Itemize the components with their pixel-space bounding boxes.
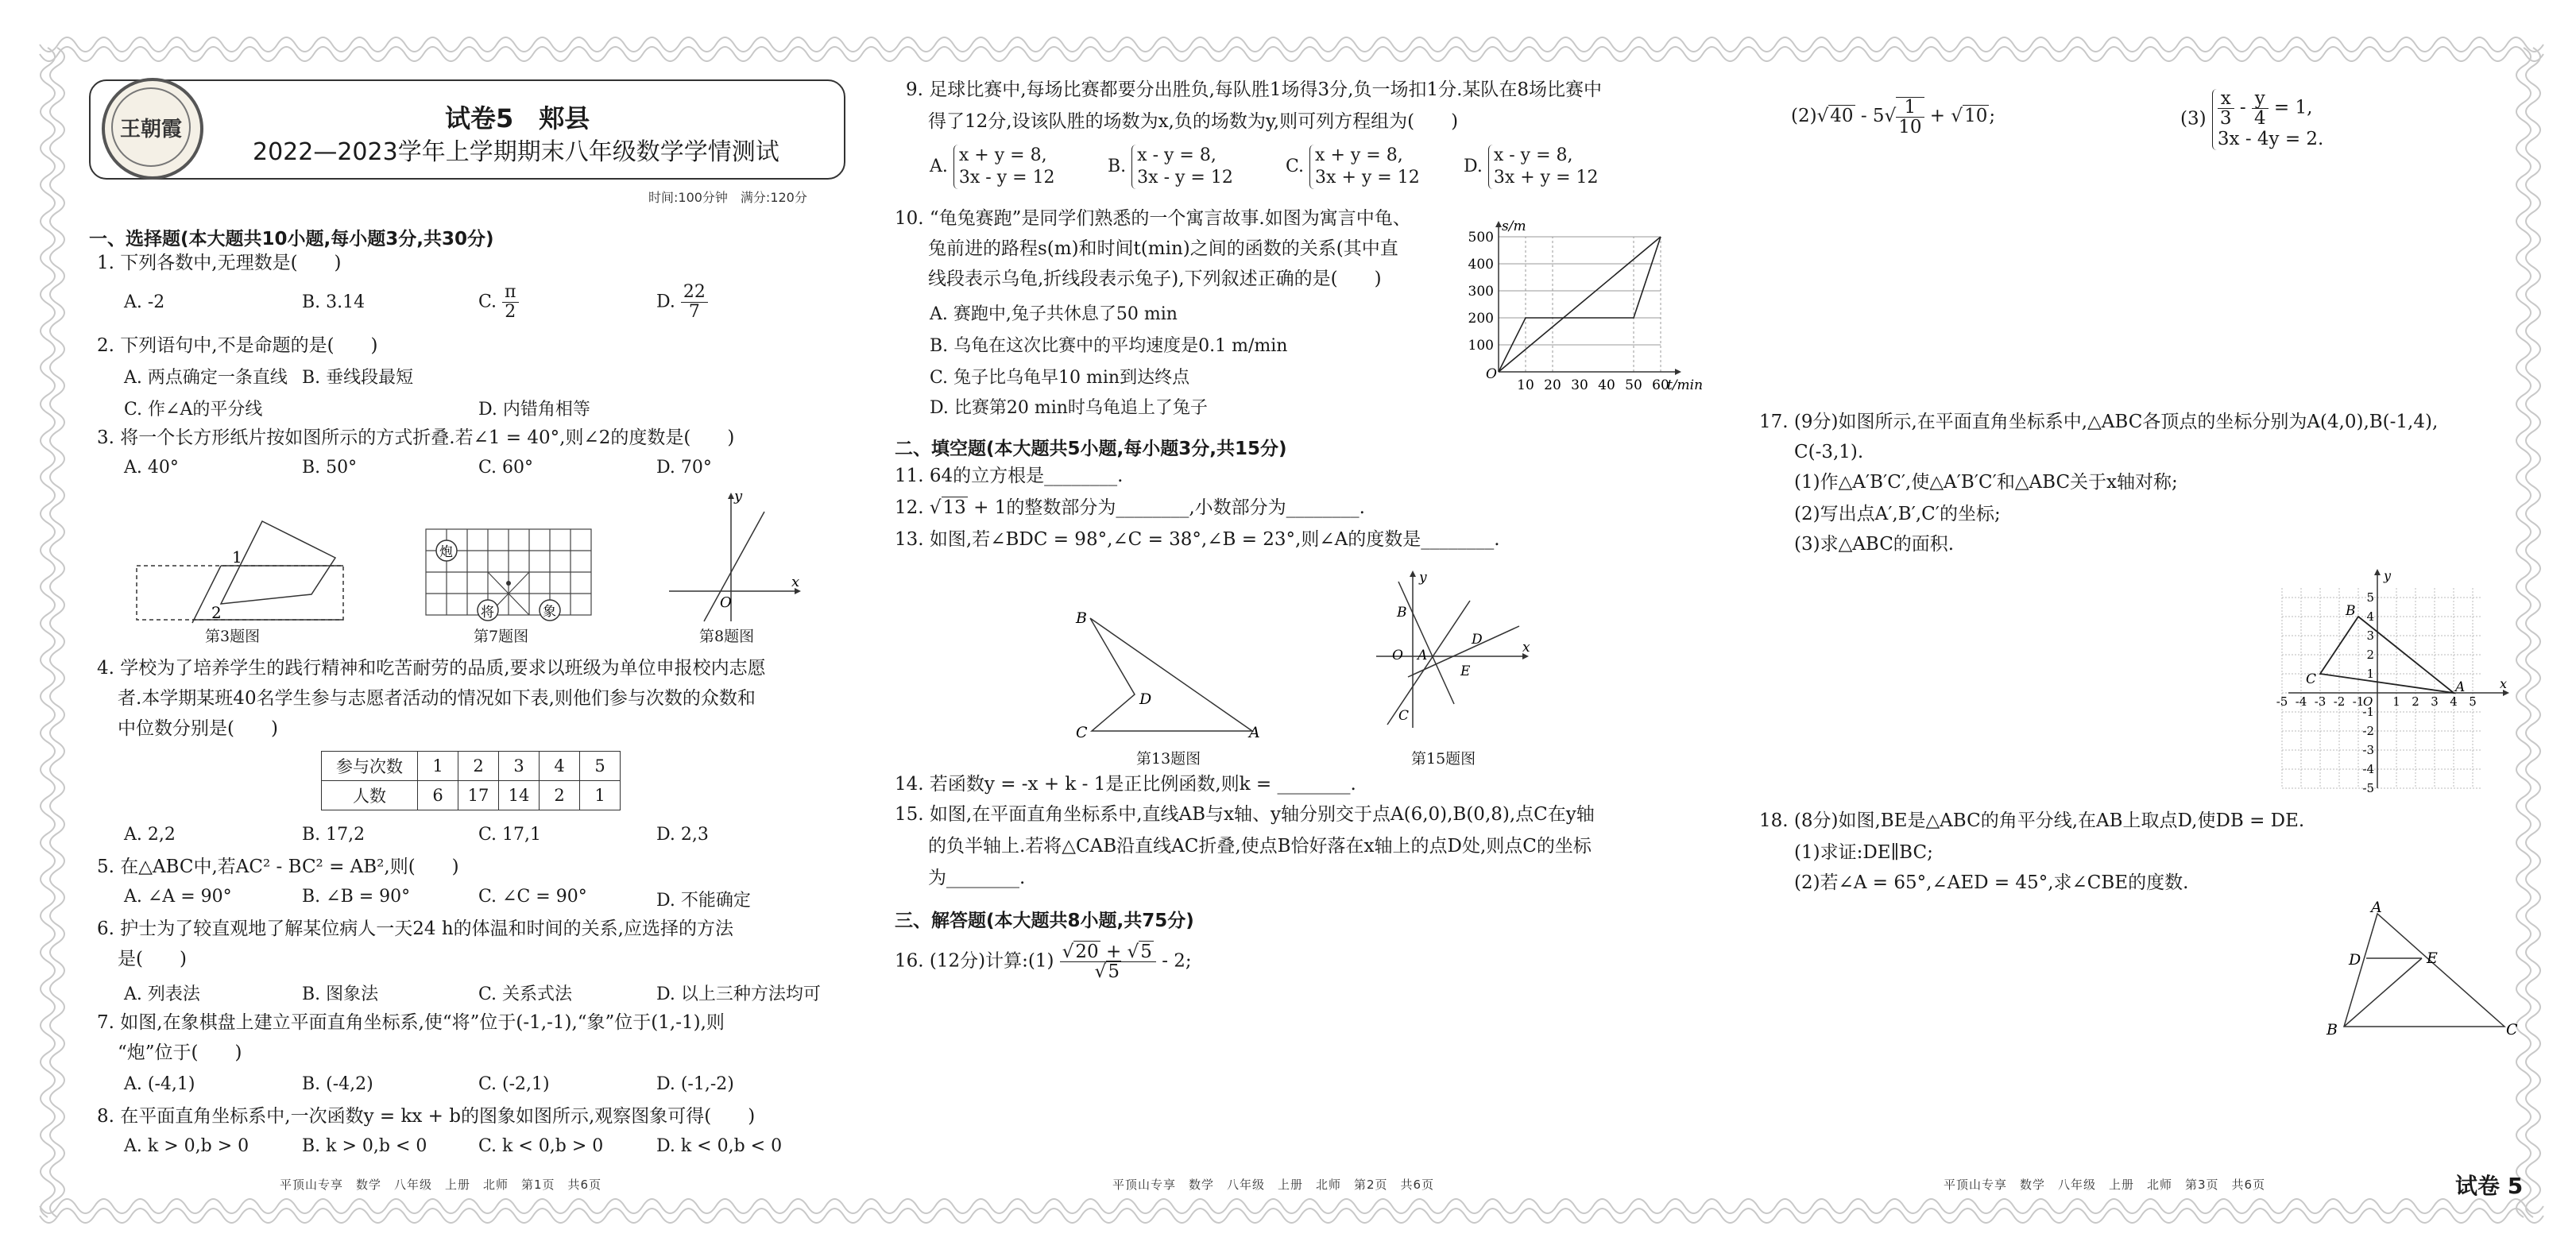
f17-ytick: -1 xyxy=(2362,705,2374,719)
q16-p2-fd: 10 xyxy=(1898,117,1922,137)
q15-line1: 15. 如图,在平面直角坐标系中,直线AB与x轴、y轴分别交于点A(6,0),B(0,8),点C在y轴 xyxy=(895,804,1595,825)
q1-c-den: 2 xyxy=(505,302,516,322)
q4-frequency-table xyxy=(321,751,621,810)
q9-a-eq1: x + y = 8, xyxy=(958,145,1047,165)
q2-opt-a: A. 两点确定一条直线 xyxy=(124,368,288,388)
f18-E: E xyxy=(2427,950,2438,967)
q16-p2-rad1: 40 xyxy=(1830,106,1854,126)
section-choice: 一、选择题(本大题共10小题,每小题3分,共30分) xyxy=(89,229,494,249)
q4-opt-c: C. 17,1 xyxy=(478,825,542,845)
q7-line2: “炮”位于( ) xyxy=(118,1042,242,1063)
q11: 11. 64的立方根是________. xyxy=(895,466,1124,486)
time-score: 时间:100分钟 满分:120分 xyxy=(648,190,807,205)
f18-C: C xyxy=(2506,1021,2518,1038)
q1-opt-a: A. -2 xyxy=(124,292,165,312)
q6-line2: 是( ) xyxy=(118,949,187,969)
q2-stem: 2. 下列语句中,不是命题的是( ) xyxy=(97,335,378,356)
q3-opt-c: C. 60° xyxy=(478,458,534,478)
q16-p3-yn: y xyxy=(2252,89,2269,109)
f7-jiang: 将 xyxy=(481,605,494,621)
f3-angle2: 2 xyxy=(211,603,222,622)
q9-line2: 得了12分,设该队胜的场数为x,负的场数为y,则可列方程组为( ) xyxy=(928,111,1459,132)
q1-opt-c xyxy=(478,283,519,322)
q9-d-system xyxy=(1488,145,1599,189)
q16-num-plus: + xyxy=(1100,942,1127,962)
table-row xyxy=(322,781,621,810)
q16-p3-end: = 1, xyxy=(2268,97,2313,118)
q18-line3: (2)若∠A = 65°,∠AED = 45°,求∠CBE的度数. xyxy=(1794,872,2189,893)
fig-q15-axes xyxy=(1371,569,1530,736)
q9-a-label: A. xyxy=(930,157,948,176)
f17-xtick: 1 xyxy=(2392,694,2400,709)
q1-stem: 1. 下列各数中,无理数是( ) xyxy=(97,253,342,273)
fig7-caption: 第7题图 xyxy=(474,628,529,645)
q15-line3: 为________. xyxy=(928,868,1026,888)
q9-a-eq2: 3x - y = 12 xyxy=(958,168,1055,188)
q6-opt-d: D. 以上三种方法均可 xyxy=(656,984,821,1004)
q18-line1: 18. (8分)如图,BE是△ABC的角平分线,在AB上取点D,使DB = DE. xyxy=(1759,810,2305,831)
q16-p3-xd: 3 xyxy=(2219,108,2232,129)
q9-d-eq1: x - y = 8, xyxy=(1493,145,1573,165)
q1-d-frac xyxy=(681,283,708,322)
footer-page1: 平顶山专享 数学 八年级 上册 北师 第1页 共6页 xyxy=(280,1178,602,1192)
q7-opt-a: A. (-4,1) xyxy=(124,1074,195,1094)
q16-p3-yd: 4 xyxy=(2253,108,2266,129)
q10-ytick-500: 500 xyxy=(1468,230,1494,246)
q17-line1: 17. (9分)如图所示,在平面直角坐标系中,△ABC各顶点的坐标分别为A(4,0),B(-1,4), xyxy=(1759,412,2439,432)
q10-opt-d: D. 比赛第20 min时乌龟追上了兔子 xyxy=(930,398,1208,418)
q6-opt-b: B. 图象法 xyxy=(302,984,379,1004)
q9-b-label: B. xyxy=(1108,157,1127,176)
f17-xtick: -4 xyxy=(2295,694,2307,709)
q10-ytick-200: 200 xyxy=(1468,311,1494,327)
f17-xtick: -2 xyxy=(2333,694,2346,709)
q5-opt-b: B. ∠B = 90° xyxy=(302,887,411,907)
q16-p2-minus: - 5 xyxy=(1855,106,1885,126)
q15-line2: 的负半轴上.若将△CAB沿直线AC折叠,使点B恰好落在x轴上的点D处,则点C的坐标 xyxy=(928,836,1592,857)
fig-q8-line-graph xyxy=(664,488,807,625)
q2-opt-c: C. 作∠A的平分线 xyxy=(124,400,263,420)
q9-opt-a xyxy=(930,145,1055,189)
f17-ytick: -4 xyxy=(2362,762,2374,776)
q9-a-system xyxy=(953,145,1055,189)
q1-d-num: 22 xyxy=(681,283,708,303)
q16-p3-xfrac xyxy=(2218,89,2234,128)
f17-xtick: -1 xyxy=(2352,694,2365,709)
f13-C: C xyxy=(1076,724,1088,741)
q6-opt-a: A. 列表法 xyxy=(124,984,200,1004)
table-cell: 1 xyxy=(580,781,621,810)
section-fill: 二、填空题(本大题共5小题,每小题3分,共15分) xyxy=(895,439,1287,459)
f17-xtick: -5 xyxy=(2276,694,2288,709)
table-cell: 4 xyxy=(540,752,580,781)
q16-frac xyxy=(1060,942,1156,981)
f7-pao: 炮 xyxy=(439,544,453,560)
q9-b-system xyxy=(1131,145,1233,189)
q9-c-label: C. xyxy=(1286,157,1305,176)
table-cell: 参与次数 xyxy=(322,752,418,781)
q16-p3-minus: - xyxy=(2234,97,2252,118)
f18-D: D xyxy=(2349,951,2361,969)
f17-xtick: 3 xyxy=(2431,694,2439,709)
q9-opt-c xyxy=(1286,145,1420,189)
q1-c-label: C. xyxy=(478,292,497,312)
q16-p2-plus: + xyxy=(1924,106,1951,126)
q10-ytick-400: 400 xyxy=(1468,257,1494,273)
f15-D: D xyxy=(1472,632,1483,648)
f17-ytick: 5 xyxy=(2366,590,2374,605)
q8-opt-a: A. k > 0,b > 0 xyxy=(124,1136,249,1156)
q16-p3-label: (3) xyxy=(2180,108,2207,130)
footer-page2: 平顶山专享 数学 八年级 上册 北师 第2页 共6页 xyxy=(1112,1178,1435,1192)
q10-xtick-10: 10 xyxy=(1517,377,1534,393)
table-cell: 2 xyxy=(458,752,499,781)
f17-C: C xyxy=(2306,671,2317,687)
q9-opt-b xyxy=(1108,145,1233,189)
q16-post: - 2; xyxy=(1155,950,1192,972)
f18-B: B xyxy=(2327,1021,2338,1038)
q16-p3-eq1 xyxy=(2218,89,2323,128)
q4-opt-a: A. 2,2 xyxy=(124,825,176,845)
q7-opt-c: C. (-2,1) xyxy=(478,1074,550,1094)
f13-A: A xyxy=(1249,724,1260,741)
f17-B: B xyxy=(2346,603,2356,619)
fig15-caption: 第15题图 xyxy=(1411,750,1476,768)
q4-line3: 中位数分别是( ) xyxy=(118,718,278,739)
f17-ytick: -3 xyxy=(2362,743,2374,757)
q4-opt-b: B. 17,2 xyxy=(302,825,366,845)
f8-y: y xyxy=(734,488,743,505)
q16-p2-label: (2) xyxy=(1791,106,1817,126)
q8-opt-d: D. k < 0,b < 0 xyxy=(656,1136,783,1156)
q10-opt-b: B. 乌龟在这次比赛中的平均速度是0.1 m/min xyxy=(930,336,1288,356)
q1-d-den: 7 xyxy=(688,302,700,322)
q10-distance-time-chart xyxy=(1459,219,1713,396)
q17-line3: (1)作△A′B′C′,使△A′B′C′和△ABC关于x轴对称; xyxy=(1794,472,2178,493)
q4-opt-d: D. 2,3 xyxy=(656,825,709,845)
paper-title: 试卷5 郏县 xyxy=(445,103,590,133)
q8-opt-c: C. k < 0,b > 0 xyxy=(478,1136,604,1156)
q16-p2-frac xyxy=(1896,97,1924,137)
q2-opt-b: B. 垂线段最短 xyxy=(302,368,414,388)
q8-stem: 8. 在平面直角坐标系中,一次函数y = kx + b的图象如图所示,观察图象可得( ) xyxy=(97,1106,756,1127)
f17-y: y xyxy=(2384,568,2392,583)
q17-line4: (2)写出点A′,B′,C′的坐标; xyxy=(1794,504,2001,524)
q16-part3 xyxy=(2180,89,2323,150)
f15-A: A xyxy=(1418,648,1428,663)
f15-x: x xyxy=(1522,640,1530,656)
q7-opt-b: B. (-4,2) xyxy=(302,1074,373,1094)
fig-q3-folded-paper xyxy=(127,499,373,626)
f17-xtick: 2 xyxy=(2412,694,2419,709)
f17-ytick: -5 xyxy=(2362,781,2374,795)
q16-p2-end: ; xyxy=(1989,106,1996,126)
section-solve: 三、解答题(本大题共8小题,共75分) xyxy=(895,911,1194,931)
q5-stem: 5. 在△ABC中,若AC² - BC² = AB²,则( ) xyxy=(97,857,459,877)
q16-part2: (2)√40 - 5√ $\frac{1}{10}$ + √10; xyxy=(1791,97,1996,137)
q3-opt-b: B. 50° xyxy=(302,458,358,478)
table-cell: 2 xyxy=(540,781,580,810)
q16-num-rad1: 20 xyxy=(1075,942,1099,962)
f3-angle1: 1 xyxy=(232,547,242,567)
q10-xlabel: t/min xyxy=(1667,377,1704,393)
paper-subtitle: 2022—2023学年上学期期末八年级数学学情测试 xyxy=(253,138,779,166)
q14: 14. 若函数y = -x + k - 1是正比例函数,则k = ________. xyxy=(895,774,1356,795)
table-cell: 6 xyxy=(418,781,458,810)
fig-q13-triangle xyxy=(1073,602,1271,745)
f7-xiang: 象 xyxy=(543,604,556,620)
table-cell: 3 xyxy=(499,752,540,781)
f17-xtick: 4 xyxy=(2450,694,2458,709)
f18-A: A xyxy=(2371,899,2382,916)
fig3-caption: 第3题图 xyxy=(205,628,261,645)
f17-xtick: 5 xyxy=(2469,694,2477,709)
table-cell: 人数 xyxy=(322,781,418,810)
q4-line2: 者.本学期某班40名学生参与志愿者活动的情况如下表,则他们参与次数的众数和 xyxy=(118,688,756,709)
q9-opt-d xyxy=(1464,145,1599,189)
f8-origin: O xyxy=(720,594,732,611)
q13: 13. 如图,若∠BDC = 98°,∠C = 38°,∠B = 23°,则∠A的度数是________. xyxy=(895,529,1500,550)
fig-q18-triangle xyxy=(2320,898,2527,1041)
table-cell: 14 xyxy=(499,781,540,810)
q9-b-eq2: 3x - y = 12 xyxy=(1137,168,1233,188)
q10-origin: O xyxy=(1486,366,1497,382)
f15-O: O xyxy=(1392,648,1403,663)
q10-xtick-50: 50 xyxy=(1625,377,1642,393)
publisher-logo xyxy=(102,78,203,180)
q4-line1: 4. 学校为了培养学生的践行精神和吃苦耐劳的品质,要求以班级为单位申报校内志愿 xyxy=(97,658,766,679)
f17-x: x xyxy=(2500,676,2508,691)
q16-p3-eq2: 3x - 4y = 2. xyxy=(2217,129,2324,149)
q16-num: √20 + √5 xyxy=(1060,942,1156,962)
table-cell: 1 xyxy=(418,752,458,781)
table-cell: 5 xyxy=(580,752,621,781)
q10-opt-c: C. 兔子比乌龟早10 min到达终点 xyxy=(930,368,1190,388)
logo-text: 王朝霞 xyxy=(111,87,191,167)
q3-opt-d: D. 70° xyxy=(656,458,712,478)
q12-pre: 12. xyxy=(895,497,930,518)
f17-ytick: 1 xyxy=(2366,667,2374,681)
q10-ylabel: s/m xyxy=(1502,219,1526,234)
q1-c-frac xyxy=(502,283,518,322)
q18-line2: (1)求证:DE∥BC; xyxy=(1794,842,1933,863)
q10-xtick-20: 20 xyxy=(1544,377,1561,393)
f15-B: B xyxy=(1397,605,1407,621)
f13-D: D xyxy=(1139,690,1152,708)
q3-opt-a: A. 40° xyxy=(124,458,179,478)
q6-line1: 6. 护士为了较直观地了解某位病人一天24 h的体温和时间的关系,应选择的方法 xyxy=(97,919,733,939)
f17-A: A xyxy=(2455,679,2466,695)
q9-b-eq1: x - y = 8, xyxy=(1137,145,1216,165)
q16-den-rad: 5 xyxy=(1108,961,1120,982)
q7-opt-d: D. (-1,-2) xyxy=(656,1074,734,1094)
q16-den: √5 xyxy=(1094,961,1120,982)
q9-c-system xyxy=(1309,145,1420,189)
q16-p3-xn: x xyxy=(2218,89,2234,109)
q10-line3: 线段表示乌龟,折线段表示兔子),下列叙述正确的是( ) xyxy=(928,269,1382,289)
fig8-caption: 第8题图 xyxy=(699,628,755,645)
q16-p2-fn: 1 xyxy=(1896,98,1924,118)
q17-line5: (3)求△ABC的面积. xyxy=(1794,534,1955,555)
f15-E: E xyxy=(1460,663,1471,679)
f17-ytick: -2 xyxy=(2362,724,2374,738)
q1-opt-d xyxy=(656,283,708,322)
q10-xtick-40: 40 xyxy=(1598,377,1615,393)
f17-O: O xyxy=(2363,694,2373,709)
f17-ytick: 3 xyxy=(2366,628,2374,643)
f15-y: y xyxy=(1419,570,1427,586)
q9-c-eq1: x + y = 8, xyxy=(1315,145,1403,165)
q9-d-label: D. xyxy=(1464,157,1483,176)
q16-p3-yfrac xyxy=(2252,89,2269,128)
q10-opt-a: A. 赛跑中,兔子共休息了50 min xyxy=(930,304,1178,324)
q16-part1 xyxy=(895,942,1192,981)
q10-ytick-100: 100 xyxy=(1468,338,1494,354)
q17-line2: C(-3,1). xyxy=(1794,442,1864,462)
q9-c-eq2: 3x + y = 12 xyxy=(1315,168,1420,188)
q1-opt-b: B. 3.14 xyxy=(302,292,366,312)
q10-line2: 兔前进的路程s(m)和时间t(min)之间的函数的关系(其中直 xyxy=(928,238,1398,259)
q10-xtick-30: 30 xyxy=(1571,377,1588,393)
f15-C: C xyxy=(1398,708,1410,724)
q1-d-label: D. xyxy=(656,292,675,312)
q9-line1: 9. 足球比赛中,每场比赛都要分出胜负,每队胜1场得3分,负一场扣1分.某队在8场比赛中 xyxy=(906,79,1603,100)
q12-post: + 1的整数部分为________,小数部分为________. xyxy=(967,497,1365,518)
q16-pre: 16. (12分)计算:(1) xyxy=(895,950,1054,972)
fig13-caption: 第13题图 xyxy=(1136,750,1201,768)
q6-opt-c: C. 关系式法 xyxy=(478,984,573,1004)
q9-d-eq2: 3x + y = 12 xyxy=(1493,168,1599,188)
fig-q7-chessboard xyxy=(418,524,601,623)
q8-opt-b: B. k > 0,b < 0 xyxy=(302,1136,427,1156)
q5-opt-a: A. ∠A = 90° xyxy=(124,887,232,907)
q16-p2-rad3: 10 xyxy=(1964,106,1988,126)
q2-opt-d: D. 内错角相等 xyxy=(478,400,590,420)
q10-line1: 10. “龟兔赛跑”是同学们熟悉的一个寓言故事.如图为寓言中龟、 xyxy=(895,208,1411,229)
q12-radicand: 13 xyxy=(942,497,966,518)
series-tortoise-line xyxy=(1499,237,1661,372)
q1-c-num: π xyxy=(502,283,518,303)
footer-page3: 平顶山专享 数学 八年级 上册 北师 第3页 共6页 xyxy=(1944,1178,2266,1192)
table-row xyxy=(322,752,621,781)
table-cell: 17 xyxy=(458,781,499,810)
fig-q17-coordinate-grid xyxy=(2276,566,2511,796)
q12: 12. √13 + 1的整数部分为________,小数部分为________. xyxy=(895,497,1365,518)
q10-ytick-300: 300 xyxy=(1468,284,1494,300)
q5-opt-d: D. 不能确定 xyxy=(656,891,751,911)
q16-p3-system xyxy=(2212,89,2323,150)
q16-num-rad2: 5 xyxy=(1140,942,1152,962)
f17-ytick: 2 xyxy=(2366,648,2374,662)
f8-x: x xyxy=(791,574,800,590)
f13-B: B xyxy=(1076,609,1087,627)
q5-opt-c: C. ∠C = 90° xyxy=(478,887,587,907)
q10-xtick-60: 60 xyxy=(1652,377,1669,393)
f17-ytick: 4 xyxy=(2366,609,2374,624)
q7-line1: 7. 如图,在象棋盘上建立平面直角坐标系,使“将”位于(-1,-1),“象”位于(1,-1),则 xyxy=(97,1012,725,1033)
f17-xtick: -3 xyxy=(2314,694,2327,709)
paper-number: 试卷 5 xyxy=(2455,1173,2524,1199)
q3-stem: 3. 将一个长方形纸片按如图所示的方式折叠.若∠1 = 40°,则∠2的度数是( ) xyxy=(97,427,735,448)
